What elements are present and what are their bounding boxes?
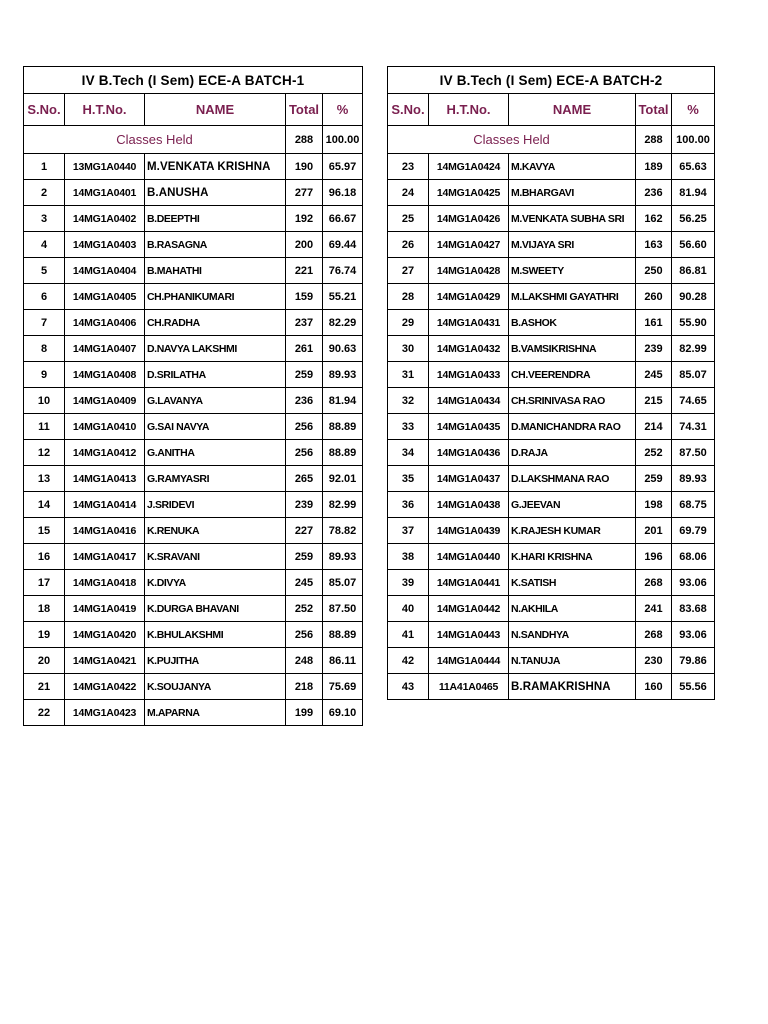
column-header-percent: % bbox=[672, 94, 715, 126]
hall-ticket-number-cell: 14MG1A0427 bbox=[429, 232, 509, 258]
serial-number-cell: 31 bbox=[388, 362, 429, 388]
attended-total-cell: 245 bbox=[286, 570, 323, 596]
attended-total-cell: 163 bbox=[636, 232, 672, 258]
hall-ticket-number-cell: 14MG1A0417 bbox=[65, 544, 145, 570]
student-name-cell: D.SRILATHA bbox=[145, 362, 286, 388]
serial-number-cell: 35 bbox=[388, 466, 429, 492]
attended-total-cell: 256 bbox=[286, 440, 323, 466]
attendance-percent-cell: 89.93 bbox=[323, 544, 363, 570]
attended-total-cell: 252 bbox=[636, 440, 672, 466]
serial-number-cell: 5 bbox=[24, 258, 65, 284]
attended-total-cell: 237 bbox=[286, 310, 323, 336]
attendance-percent-cell: 56.60 bbox=[672, 232, 715, 258]
hall-ticket-number-cell: 14MG1A0438 bbox=[429, 492, 509, 518]
serial-number-cell: 19 bbox=[24, 622, 65, 648]
student-row bbox=[388, 232, 715, 258]
serial-number-cell: 32 bbox=[388, 388, 429, 414]
attended-total-cell: 265 bbox=[286, 466, 323, 492]
batch2-title-row bbox=[388, 67, 715, 94]
student-name-cell: M.LAKSHMI GAYATHRI bbox=[509, 284, 636, 310]
attendance-percent-cell: 65.63 bbox=[672, 154, 715, 180]
student-row bbox=[24, 258, 363, 284]
attended-total-cell: 268 bbox=[636, 622, 672, 648]
serial-number-cell: 3 bbox=[24, 206, 65, 232]
column-header-name: NAME bbox=[509, 94, 636, 126]
attendance-percent-cell: 81.94 bbox=[672, 180, 715, 206]
student-row bbox=[24, 388, 363, 414]
attendance-percent-cell: 93.06 bbox=[672, 622, 715, 648]
attended-total-cell: 236 bbox=[636, 180, 672, 206]
hall-ticket-number-cell: 14MG1A0401 bbox=[65, 180, 145, 206]
serial-number-cell: 36 bbox=[388, 492, 429, 518]
attended-total-cell: 159 bbox=[286, 284, 323, 310]
batch2-classes-held-row bbox=[388, 126, 715, 154]
student-name-cell: D.NAVYA LAKSHMI bbox=[145, 336, 286, 362]
student-name-cell: D.LAKSHMANA RAO bbox=[509, 466, 636, 492]
hall-ticket-number-cell: 14MG1A0413 bbox=[65, 466, 145, 492]
hall-ticket-number-cell: 14MG1A0423 bbox=[65, 700, 145, 726]
student-row bbox=[388, 596, 715, 622]
attendance-percent-cell: 86.81 bbox=[672, 258, 715, 284]
student-name-cell: K.SRAVANI bbox=[145, 544, 286, 570]
student-row bbox=[388, 362, 715, 388]
student-name-cell: N.AKHILA bbox=[509, 596, 636, 622]
student-name-cell: M.VIJAYA SRI bbox=[509, 232, 636, 258]
serial-number-cell: 7 bbox=[24, 310, 65, 336]
batch1-title-row bbox=[24, 67, 363, 94]
student-name-cell: G.RAMYASRI bbox=[145, 466, 286, 492]
attendance-percent-cell: 56.25 bbox=[672, 206, 715, 232]
serial-number-cell: 43 bbox=[388, 674, 429, 700]
student-name-cell: M.KAVYA bbox=[509, 154, 636, 180]
attended-total-cell: 260 bbox=[636, 284, 672, 310]
attendance-percent-cell: 90.63 bbox=[323, 336, 363, 362]
attendance-percent-cell: 82.99 bbox=[323, 492, 363, 518]
student-name-cell: B.ASHOK bbox=[509, 310, 636, 336]
column-header-total: Total bbox=[286, 94, 323, 126]
serial-number-cell: 20 bbox=[24, 648, 65, 674]
student-row bbox=[388, 258, 715, 284]
student-row bbox=[388, 674, 715, 700]
serial-number-cell: 30 bbox=[388, 336, 429, 362]
column-header-sno: S.No. bbox=[388, 94, 429, 126]
attended-total-cell: 259 bbox=[286, 544, 323, 570]
hall-ticket-number-cell: 14MG1A0444 bbox=[429, 648, 509, 674]
column-header-percent: % bbox=[323, 94, 363, 126]
student-name-cell: M.APARNA bbox=[145, 700, 286, 726]
student-row bbox=[24, 492, 363, 518]
hall-ticket-number-cell: 14MG1A0424 bbox=[429, 154, 509, 180]
hall-ticket-number-cell: 14MG1A0434 bbox=[429, 388, 509, 414]
student-name-cell: K.RAJESH KUMAR bbox=[509, 518, 636, 544]
batch2-table-body bbox=[388, 67, 715, 700]
hall-ticket-number-cell: 14MG1A0403 bbox=[65, 232, 145, 258]
student-name-cell: G.SAI NAVYA bbox=[145, 414, 286, 440]
classes-held-label: Classes Held bbox=[388, 126, 636, 154]
student-row bbox=[24, 336, 363, 362]
student-name-cell: M.VENKATA SUBHA SRI bbox=[509, 206, 636, 232]
student-name-cell: N.TANUJA bbox=[509, 648, 636, 674]
hall-ticket-number-cell: 14MG1A0402 bbox=[65, 206, 145, 232]
attendance-percent-cell: 55.90 bbox=[672, 310, 715, 336]
student-row bbox=[24, 180, 363, 206]
hall-ticket-number-cell: 14MG1A0425 bbox=[429, 180, 509, 206]
attendance-percent-cell: 90.28 bbox=[672, 284, 715, 310]
attendance-percent-cell: 82.29 bbox=[323, 310, 363, 336]
student-name-cell: G.LAVANYA bbox=[145, 388, 286, 414]
student-name-cell: B.VAMSIKRISHNA bbox=[509, 336, 636, 362]
classes-held-label: Classes Held bbox=[24, 126, 286, 154]
hall-ticket-number-cell: 11A41A0465 bbox=[429, 674, 509, 700]
serial-number-cell: 39 bbox=[388, 570, 429, 596]
attendance-percent-cell: 65.97 bbox=[323, 154, 363, 180]
attendance-percent-cell: 76.74 bbox=[323, 258, 363, 284]
student-row bbox=[24, 154, 363, 180]
serial-number-cell: 12 bbox=[24, 440, 65, 466]
student-name-cell: B.DEEPTHI bbox=[145, 206, 286, 232]
student-row bbox=[24, 700, 363, 726]
attendance-percent-cell: 88.89 bbox=[323, 622, 363, 648]
attendance-percent-cell: 93.06 bbox=[672, 570, 715, 596]
serial-number-cell: 38 bbox=[388, 544, 429, 570]
student-row bbox=[24, 674, 363, 700]
student-name-cell: B.ANUSHA bbox=[145, 180, 286, 206]
attendance-percent-cell: 81.94 bbox=[323, 388, 363, 414]
attended-total-cell: 261 bbox=[286, 336, 323, 362]
student-row bbox=[388, 466, 715, 492]
student-row bbox=[388, 388, 715, 414]
serial-number-cell: 15 bbox=[24, 518, 65, 544]
attended-total-cell: 189 bbox=[636, 154, 672, 180]
attended-total-cell: 250 bbox=[636, 258, 672, 284]
attended-total-cell: 214 bbox=[636, 414, 672, 440]
attendance-percent-cell: 68.06 bbox=[672, 544, 715, 570]
student-row bbox=[24, 648, 363, 674]
hall-ticket-number-cell: 14MG1A0404 bbox=[65, 258, 145, 284]
hall-ticket-number-cell: 14MG1A0419 bbox=[65, 596, 145, 622]
student-row bbox=[24, 622, 363, 648]
student-row bbox=[388, 544, 715, 570]
attendance-percent-cell: 69.79 bbox=[672, 518, 715, 544]
hall-ticket-number-cell: 14MG1A0443 bbox=[429, 622, 509, 648]
attended-total-cell: 245 bbox=[636, 362, 672, 388]
hall-ticket-number-cell: 14MG1A0439 bbox=[429, 518, 509, 544]
student-row bbox=[24, 232, 363, 258]
serial-number-cell: 33 bbox=[388, 414, 429, 440]
student-name-cell: B.RAMAKRISHNA bbox=[509, 674, 636, 700]
student-name-cell: K.SOUJANYA bbox=[145, 674, 286, 700]
student-row bbox=[388, 518, 715, 544]
attendance-percent-cell: 85.07 bbox=[323, 570, 363, 596]
attendance-percent-cell: 78.82 bbox=[323, 518, 363, 544]
attendance-percent-cell: 82.99 bbox=[672, 336, 715, 362]
hall-ticket-number-cell: 14MG1A0440 bbox=[429, 544, 509, 570]
serial-number-cell: 9 bbox=[24, 362, 65, 388]
student-name-cell: M.VENKATA KRISHNA bbox=[145, 154, 286, 180]
attendance-percent-cell: 88.89 bbox=[323, 414, 363, 440]
student-row bbox=[388, 154, 715, 180]
serial-number-cell: 10 bbox=[24, 388, 65, 414]
student-row bbox=[24, 544, 363, 570]
serial-number-cell: 21 bbox=[24, 674, 65, 700]
student-row bbox=[24, 284, 363, 310]
hall-ticket-number-cell: 14MG1A0429 bbox=[429, 284, 509, 310]
hall-ticket-number-cell: 14MG1A0405 bbox=[65, 284, 145, 310]
attendance-percent-cell: 69.44 bbox=[323, 232, 363, 258]
attendance-percent-cell: 92.01 bbox=[323, 466, 363, 492]
student-name-cell: G.ANITHA bbox=[145, 440, 286, 466]
student-row bbox=[388, 440, 715, 466]
student-name-cell: B.RASAGNA bbox=[145, 232, 286, 258]
student-name-cell: J.SRIDEVI bbox=[145, 492, 286, 518]
column-header-htno: H.T.No. bbox=[429, 94, 509, 126]
attended-total-cell: 221 bbox=[286, 258, 323, 284]
student-row bbox=[24, 206, 363, 232]
attended-total-cell: 259 bbox=[286, 362, 323, 388]
attended-total-cell: 241 bbox=[636, 596, 672, 622]
hall-ticket-number-cell: 14MG1A0418 bbox=[65, 570, 145, 596]
attended-total-cell: 196 bbox=[636, 544, 672, 570]
attendance-percent-cell: 85.07 bbox=[672, 362, 715, 388]
student-name-cell: N.SANDHYA bbox=[509, 622, 636, 648]
student-row bbox=[24, 310, 363, 336]
attended-total-cell: 198 bbox=[636, 492, 672, 518]
serial-number-cell: 2 bbox=[24, 180, 65, 206]
student-name-cell: CH.SRINIVASA RAO bbox=[509, 388, 636, 414]
student-name-cell: K.SATISH bbox=[509, 570, 636, 596]
attendance-percent-cell: 74.65 bbox=[672, 388, 715, 414]
serial-number-cell: 25 bbox=[388, 206, 429, 232]
hall-ticket-number-cell: 14MG1A0436 bbox=[429, 440, 509, 466]
attended-total-cell: 200 bbox=[286, 232, 323, 258]
serial-number-cell: 40 bbox=[388, 596, 429, 622]
hall-ticket-number-cell: 14MG1A0416 bbox=[65, 518, 145, 544]
attendance-percent-cell: 86.11 bbox=[323, 648, 363, 674]
student-row bbox=[24, 466, 363, 492]
student-row bbox=[388, 206, 715, 232]
student-name-cell: M.SWEETY bbox=[509, 258, 636, 284]
attendance-percent-cell: 66.67 bbox=[323, 206, 363, 232]
attendance-percent-cell: 87.50 bbox=[323, 596, 363, 622]
student-name-cell: B.MAHATHI bbox=[145, 258, 286, 284]
hall-ticket-number-cell: 14MG1A0409 bbox=[65, 388, 145, 414]
serial-number-cell: 16 bbox=[24, 544, 65, 570]
hall-ticket-number-cell: 14MG1A0437 bbox=[429, 466, 509, 492]
hall-ticket-number-cell: 14MG1A0442 bbox=[429, 596, 509, 622]
attendance-percent-cell: 75.69 bbox=[323, 674, 363, 700]
serial-number-cell: 17 bbox=[24, 570, 65, 596]
student-row bbox=[388, 180, 715, 206]
attended-total-cell: 277 bbox=[286, 180, 323, 206]
batch2-title: IV B.Tech (I Sem) ECE-A BATCH-2 bbox=[388, 67, 715, 94]
attendance-percent-cell: 96.18 bbox=[323, 180, 363, 206]
hall-ticket-number-cell: 14MG1A0433 bbox=[429, 362, 509, 388]
serial-number-cell: 37 bbox=[388, 518, 429, 544]
hall-ticket-number-cell: 14MG1A0422 bbox=[65, 674, 145, 700]
student-row bbox=[388, 414, 715, 440]
hall-ticket-number-cell: 14MG1A0408 bbox=[65, 362, 145, 388]
serial-number-cell: 27 bbox=[388, 258, 429, 284]
attended-total-cell: 256 bbox=[286, 414, 323, 440]
student-name-cell: D.RAJA bbox=[509, 440, 636, 466]
student-name-cell: CH.RADHA bbox=[145, 310, 286, 336]
student-name-cell: G.JEEVAN bbox=[509, 492, 636, 518]
serial-number-cell: 11 bbox=[24, 414, 65, 440]
serial-number-cell: 34 bbox=[388, 440, 429, 466]
hall-ticket-number-cell: 14MG1A0441 bbox=[429, 570, 509, 596]
hall-ticket-number-cell: 14MG1A0426 bbox=[429, 206, 509, 232]
attended-total-cell: 239 bbox=[636, 336, 672, 362]
student-name-cell: K.PUJITHA bbox=[145, 648, 286, 674]
attendance-percent-cell: 79.86 bbox=[672, 648, 715, 674]
hall-ticket-number-cell: 14MG1A0407 bbox=[65, 336, 145, 362]
attended-total-cell: 227 bbox=[286, 518, 323, 544]
attendance-percent-cell: 74.31 bbox=[672, 414, 715, 440]
hall-ticket-number-cell: 14MG1A0432 bbox=[429, 336, 509, 362]
hall-ticket-number-cell: 13MG1A0440 bbox=[65, 154, 145, 180]
attended-total-cell: 201 bbox=[636, 518, 672, 544]
batch1-classes-held-row bbox=[24, 126, 363, 154]
serial-number-cell: 6 bbox=[24, 284, 65, 310]
serial-number-cell: 23 bbox=[388, 154, 429, 180]
student-row bbox=[388, 284, 715, 310]
student-row bbox=[388, 622, 715, 648]
attended-total-cell: 192 bbox=[286, 206, 323, 232]
student-row bbox=[24, 362, 363, 388]
attended-total-cell: 268 bbox=[636, 570, 672, 596]
batch1-table-body bbox=[24, 67, 363, 726]
attended-total-cell: 236 bbox=[286, 388, 323, 414]
serial-number-cell: 24 bbox=[388, 180, 429, 206]
attended-total-cell: 218 bbox=[286, 674, 323, 700]
classes-held-total: 288 bbox=[636, 126, 672, 154]
attended-total-cell: 239 bbox=[286, 492, 323, 518]
attended-total-cell: 252 bbox=[286, 596, 323, 622]
classes-held-total: 288 bbox=[286, 126, 323, 154]
student-name-cell: D.MANICHANDRA RAO bbox=[509, 414, 636, 440]
attendance-percent-cell: 87.50 bbox=[672, 440, 715, 466]
batch1-header-row bbox=[24, 94, 363, 126]
hall-ticket-number-cell: 14MG1A0435 bbox=[429, 414, 509, 440]
student-row bbox=[388, 570, 715, 596]
attended-total-cell: 199 bbox=[286, 700, 323, 726]
serial-number-cell: 18 bbox=[24, 596, 65, 622]
student-name-cell: CH.VEERENDRA bbox=[509, 362, 636, 388]
hall-ticket-number-cell: 14MG1A0420 bbox=[65, 622, 145, 648]
serial-number-cell: 41 bbox=[388, 622, 429, 648]
attendance-percent-cell: 68.75 bbox=[672, 492, 715, 518]
attended-total-cell: 215 bbox=[636, 388, 672, 414]
hall-ticket-number-cell: 14MG1A0414 bbox=[65, 492, 145, 518]
serial-number-cell: 28 bbox=[388, 284, 429, 310]
attended-total-cell: 161 bbox=[636, 310, 672, 336]
student-row bbox=[388, 648, 715, 674]
attendance-percent-cell: 89.93 bbox=[672, 466, 715, 492]
attendance-percent-cell: 83.68 bbox=[672, 596, 715, 622]
student-row bbox=[24, 596, 363, 622]
student-row bbox=[388, 336, 715, 362]
hall-ticket-number-cell: 14MG1A0412 bbox=[65, 440, 145, 466]
hall-ticket-number-cell: 14MG1A0431 bbox=[429, 310, 509, 336]
student-row bbox=[388, 492, 715, 518]
batch1-attendance-table bbox=[23, 66, 363, 726]
attended-total-cell: 259 bbox=[636, 466, 672, 492]
column-header-sno: S.No. bbox=[24, 94, 65, 126]
attendance-percent-cell: 69.10 bbox=[323, 700, 363, 726]
classes-held-percent: 100.00 bbox=[323, 126, 363, 154]
serial-number-cell: 4 bbox=[24, 232, 65, 258]
attended-total-cell: 248 bbox=[286, 648, 323, 674]
student-name-cell: K.DURGA BHAVANI bbox=[145, 596, 286, 622]
batch2-attendance-table bbox=[387, 66, 715, 700]
student-name-cell: CH.PHANIKUMARI bbox=[145, 284, 286, 310]
hall-ticket-number-cell: 14MG1A0428 bbox=[429, 258, 509, 284]
student-name-cell: K.RENUKA bbox=[145, 518, 286, 544]
hall-ticket-number-cell: 14MG1A0421 bbox=[65, 648, 145, 674]
classes-held-percent: 100.00 bbox=[672, 126, 715, 154]
attendance-percent-cell: 89.93 bbox=[323, 362, 363, 388]
serial-number-cell: 14 bbox=[24, 492, 65, 518]
serial-number-cell: 8 bbox=[24, 336, 65, 362]
column-header-htno: H.T.No. bbox=[65, 94, 145, 126]
student-row bbox=[24, 570, 363, 596]
student-name-cell: K.BHULAKSHMI bbox=[145, 622, 286, 648]
serial-number-cell: 13 bbox=[24, 466, 65, 492]
student-name-cell: K.DIVYA bbox=[145, 570, 286, 596]
student-row bbox=[24, 518, 363, 544]
batch1-title: IV B.Tech (I Sem) ECE-A BATCH-1 bbox=[24, 67, 363, 94]
serial-number-cell: 29 bbox=[388, 310, 429, 336]
attended-total-cell: 160 bbox=[636, 674, 672, 700]
serial-number-cell: 22 bbox=[24, 700, 65, 726]
batch2-header-row bbox=[388, 94, 715, 126]
attended-total-cell: 230 bbox=[636, 648, 672, 674]
student-row bbox=[24, 414, 363, 440]
attendance-percent-cell: 88.89 bbox=[323, 440, 363, 466]
attendance-percent-cell: 55.56 bbox=[672, 674, 715, 700]
serial-number-cell: 26 bbox=[388, 232, 429, 258]
attended-total-cell: 162 bbox=[636, 206, 672, 232]
attended-total-cell: 190 bbox=[286, 154, 323, 180]
student-name-cell: M.BHARGAVI bbox=[509, 180, 636, 206]
student-row bbox=[388, 310, 715, 336]
column-header-name: NAME bbox=[145, 94, 286, 126]
student-row bbox=[24, 440, 363, 466]
hall-ticket-number-cell: 14MG1A0406 bbox=[65, 310, 145, 336]
column-header-total: Total bbox=[636, 94, 672, 126]
attendance-percent-cell: 55.21 bbox=[323, 284, 363, 310]
hall-ticket-number-cell: 14MG1A0410 bbox=[65, 414, 145, 440]
serial-number-cell: 42 bbox=[388, 648, 429, 674]
student-name-cell: K.HARI KRISHNA bbox=[509, 544, 636, 570]
serial-number-cell: 1 bbox=[24, 154, 65, 180]
attended-total-cell: 256 bbox=[286, 622, 323, 648]
